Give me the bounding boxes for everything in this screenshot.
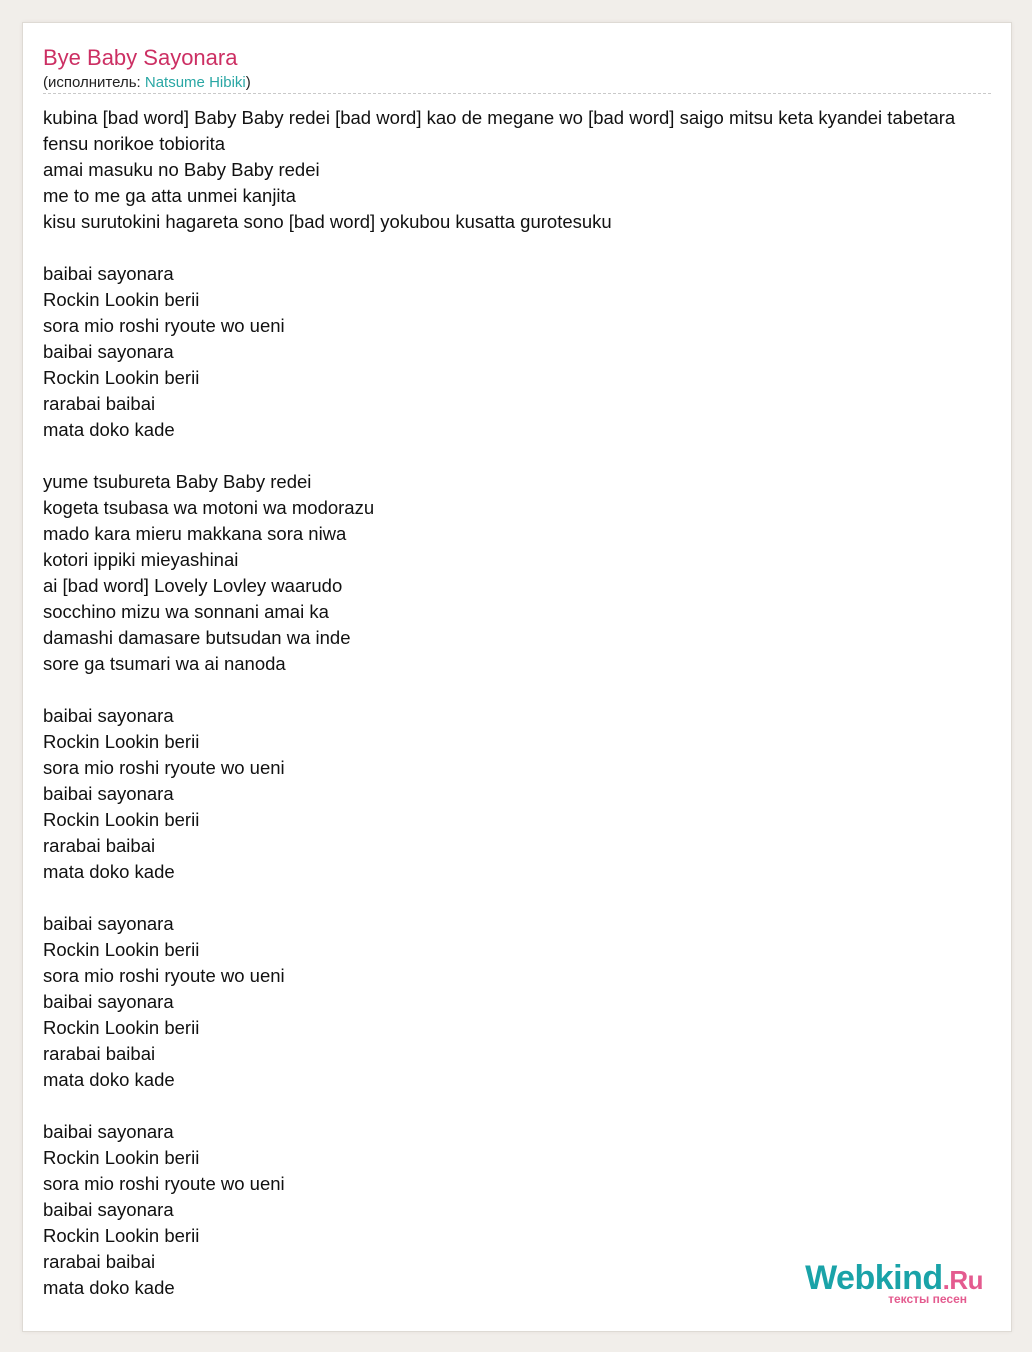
- lyric-line: baibai sayonara: [43, 783, 174, 804]
- logo-name: Webkind: [805, 1259, 943, 1297]
- stanza-gap: [43, 1093, 1012, 1119]
- lyric-line: rarabai baibai: [43, 1043, 156, 1064]
- song-title: Bye Baby Sayonara: [43, 45, 238, 70]
- lyrics-text: [43, 105, 1012, 1301]
- stanza-gap: [43, 677, 1012, 703]
- lyric-line: yume tsubureta Baby Baby redei: [43, 471, 312, 492]
- lyric-line: sora mio roshi ryoute wo ueni: [43, 965, 285, 986]
- lyric-line: mado kara mieru makkana sora niwa: [43, 523, 347, 544]
- lyric-line: rarabai baibai: [43, 1251, 156, 1272]
- lyric-line: kisu surutokini hagareta sono [bad word] yokubou kusatta gurotesuku: [43, 211, 612, 232]
- lyric-line: damashi damasare butsudan wa inde: [43, 627, 351, 648]
- logo-tagline: тексты песен: [888, 1292, 967, 1306]
- webkind-logo[interactable]: [805, 1261, 983, 1305]
- byline-prefix: (исполнитель:: [43, 74, 145, 91]
- lyric-line: baibai sayonara: [43, 991, 174, 1012]
- artist-link[interactable]: Natsume Hibiki: [144, 74, 246, 91]
- lyric-line: kogeta tsubasa wa motoni wa modorazu: [43, 497, 375, 518]
- lyric-line: fensu norikoe tobiorita: [43, 133, 226, 154]
- lyric-line: baibai sayonara: [43, 705, 174, 726]
- lyric-line: amai masuku no Baby Baby redei: [43, 159, 320, 180]
- lyric-line: Rockin Lookin berii: [43, 939, 200, 960]
- lyric-line: baibai sayonara: [43, 913, 174, 934]
- title-divider: [43, 93, 991, 94]
- stanza-gap: [43, 235, 1012, 261]
- lyric-line: rarabai baibai: [43, 835, 156, 856]
- lyric-line: Rockin Lookin berii: [43, 809, 200, 830]
- lyric-line: baibai sayonara: [43, 263, 174, 284]
- lyric-line: sore ga tsumari wa ai nanoda: [43, 653, 286, 674]
- lyric-line: socchino mizu wa sonnani amai ka: [43, 601, 329, 622]
- lyric-line: rarabai baibai: [43, 393, 156, 414]
- lyric-line: kubina [bad word] Baby Baby redei [bad word] kao de megane wo [bad word] saigo mitsu keta kyandei tabetara: [43, 107, 956, 128]
- lyric-line: mata doko kade: [43, 861, 175, 882]
- logo-tld: .Ru: [942, 1265, 983, 1295]
- lyric-line: Rockin Lookin berii: [43, 367, 200, 388]
- lyric-line: Rockin Lookin berii: [43, 1147, 200, 1168]
- lyric-line: mata doko kade: [43, 1277, 175, 1298]
- lyric-line: mata doko kade: [43, 1069, 175, 1090]
- artist-byline: [43, 74, 251, 91]
- byline-suffix: ): [245, 74, 251, 91]
- stanza-gap: [43, 885, 1012, 911]
- stanza-gap: [43, 443, 1012, 469]
- lyric-line: Rockin Lookin berii: [43, 289, 200, 310]
- lyric-line: me to me ga atta unmei kanjita: [43, 185, 296, 206]
- lyric-line: baibai sayonara: [43, 1121, 174, 1142]
- lyric-line: Rockin Lookin berii: [43, 1017, 200, 1038]
- lyric-line: sora mio roshi ryoute wo ueni: [43, 315, 285, 336]
- lyric-line: ai [bad word] Lovely Lovley waarudo: [43, 575, 343, 596]
- lyric-line: baibai sayonara: [43, 1199, 174, 1220]
- lyric-line: Rockin Lookin berii: [43, 1225, 200, 1246]
- lyric-line: sora mio roshi ryoute wo ueni: [43, 1173, 285, 1194]
- lyric-line: kotori ippiki mieyashinai: [43, 549, 239, 570]
- lyrics-card: [22, 22, 1012, 1332]
- lyric-line: Rockin Lookin berii: [43, 731, 200, 752]
- lyric-line: baibai sayonara: [43, 341, 174, 362]
- lyric-line: mata doko kade: [43, 419, 175, 440]
- lyric-line: sora mio roshi ryoute wo ueni: [43, 757, 285, 778]
